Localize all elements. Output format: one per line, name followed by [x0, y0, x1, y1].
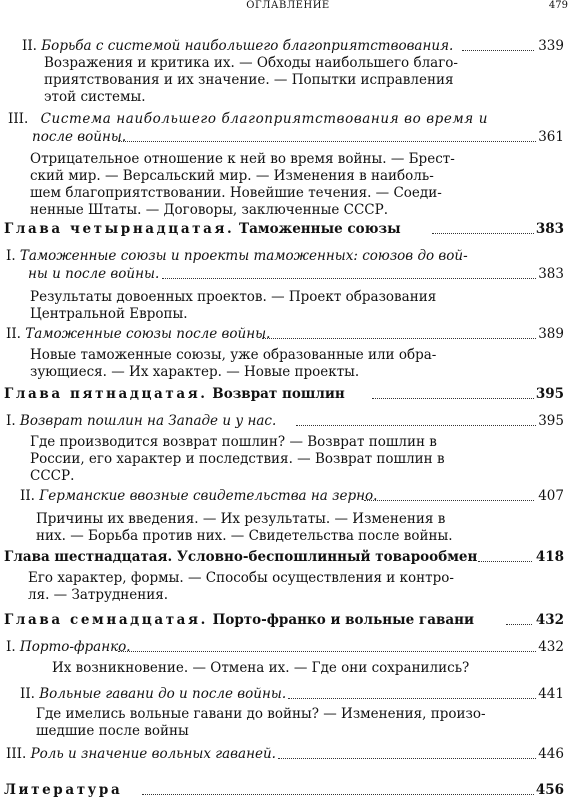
section-number: II. [20, 488, 35, 504]
chapter-description [28, 570, 508, 604]
desc-line: ненные Штаты. — Договоры, заключенные СССР. [30, 202, 388, 218]
desc-line: Новые таможенные союзы, уже образованные или обра- [30, 347, 437, 363]
page-ref: 389 [538, 326, 564, 342]
toc-entry-ch14-section-2[interactable] [6, 325, 570, 343]
page-ref: 407 [538, 488, 564, 504]
chapter-title: Порто-франко и вольные гавани [207, 612, 474, 628]
section-number: II. [6, 326, 21, 342]
section-title: Таможенные союзы после войны. [25, 326, 271, 342]
leader-dots [118, 651, 538, 652]
section-number: I. [6, 413, 16, 429]
page-ref: 339 [538, 38, 564, 54]
section-number: III. [6, 746, 27, 762]
section-title: Роль и значение вольных гаваней. [30, 746, 276, 762]
toc-chapter-17[interactable] [4, 611, 570, 629]
desc-line: Где производится возврат пошлин? — Возврат пошлин в [30, 434, 437, 450]
section-title-line-1: Таможенные союзы и проекты таможенных: союзов до вой- [19, 248, 468, 264]
chapter-title: Таможенные союзы [234, 221, 401, 237]
section-description [30, 434, 510, 485]
desc-line: шем благоприятствовании. Новейшие течения. — Соеди- [30, 185, 442, 201]
desc-line: Возражения и критика их. — Обходы наибольшего благо- [44, 55, 458, 71]
section-title-line-1: Система наибольшего благоприятствования во время и [40, 111, 489, 127]
toc-entry-ch15-section-1[interactable] [6, 412, 570, 430]
running-header [0, 0, 576, 14]
desc-line: Центральной Европы. [30, 306, 188, 322]
chapter-title: Глава шестнадцатая. Условно-беспошлинный товарообмен [4, 549, 478, 565]
section-number: III. [8, 111, 29, 127]
leader-dots [506, 624, 532, 625]
leader-dots [432, 233, 538, 234]
toc-entry-section-3[interactable] [8, 110, 570, 146]
desc-line: Где имелись вольные гавани до войны? — Изменения, произо- [36, 706, 486, 722]
section-title: Вольные гавани до и после войны. [39, 686, 287, 702]
desc-line: этой системы. [44, 89, 146, 105]
toc-entry-ch17-section-3[interactable] [6, 745, 570, 763]
page-ref: 383 [538, 266, 564, 282]
chapter-title: Возврат пошлин [207, 386, 345, 402]
leader-dots [364, 500, 534, 501]
page-ref: 456 [535, 782, 564, 798]
toc-entry-ch17-section-2[interactable] [20, 685, 570, 703]
desc-line: Причины их введения. — Их результаты. — Изменения в [36, 511, 446, 527]
leader-dots [118, 141, 538, 142]
page-ref: 395 [535, 386, 564, 402]
toc-entry-section-2[interactable] [22, 37, 570, 55]
page-ref: 441 [538, 686, 564, 702]
desc-line: приятствования и их значение. — Попытки исправления [44, 72, 454, 88]
page-ref: 446 [538, 746, 564, 762]
section-description [52, 660, 532, 677]
leader-dots [262, 338, 538, 339]
page-ref: 418 [535, 549, 564, 565]
running-title: ОГЛАВЛЕНИЕ [246, 0, 330, 11]
literature-label: Литература [4, 782, 123, 798]
section-title-line-2: после войны. [32, 129, 127, 145]
section-title: Борьба с системой наибольшего благоприятствования. [41, 38, 454, 54]
page-ref: 395 [538, 413, 564, 429]
chapter-label: Глава четырнадцатая. [4, 221, 235, 237]
section-title: Германские ввозные свидетельства на зерно. [39, 488, 378, 504]
desc-line: зующиеся. — Их характер. — Новые проекты. [30, 364, 360, 380]
section-description [30, 151, 510, 219]
desc-line: Результаты довоенных проектов. — Проект образования [30, 289, 437, 305]
section-title: Возврат пошлин на Западе и у нас. [19, 413, 277, 429]
leader-dots [296, 425, 538, 426]
chapter-label: Глава семнадцатая. [4, 612, 208, 628]
section-number: I. [6, 248, 16, 264]
desc-line: шедшие после войны [36, 723, 189, 739]
section-description [30, 289, 510, 323]
page-ref: 361 [538, 129, 564, 145]
section-title: Порто-франко. [19, 639, 131, 655]
leader-dots [462, 50, 534, 51]
section-description [44, 55, 504, 106]
page-ref: 432 [538, 639, 564, 655]
toc-chapter-15[interactable] [4, 385, 570, 403]
leader-dots [278, 758, 538, 759]
page-ref: 383 [535, 221, 564, 237]
section-description [36, 511, 516, 545]
page-ref: 432 [535, 612, 564, 628]
toc-literature[interactable] [4, 781, 570, 799]
section-number: I. [6, 639, 16, 655]
leader-dots [162, 278, 538, 279]
desc-line: Их возникновение. — Отмена их. — Где они сохранились? [52, 660, 470, 676]
toc-entry-ch15-section-2[interactable] [20, 487, 570, 505]
desc-line: Его характер, формы. — Способы осуществления и контро- [28, 570, 454, 586]
desc-line: России, его характер и последствия. — Возврат пошлин в [30, 451, 445, 467]
desc-line: Отрицательное отношение к ней во время войны. — Брест- [30, 151, 455, 167]
toc-chapter-16[interactable] [4, 548, 570, 566]
section-number: II. [20, 686, 35, 702]
leader-dots [142, 794, 538, 795]
desc-line: ский мир. — Версальский мир. — Изменения в наиболь- [30, 168, 434, 184]
leader-dots [288, 698, 536, 699]
toc-chapter-14[interactable] [4, 220, 570, 238]
page-number: 479 [548, 0, 568, 11]
chapter-label: Глава пятнадцатая. [4, 386, 208, 402]
toc-entry-ch14-section-1[interactable] [6, 247, 570, 283]
toc-entry-ch17-section-1[interactable] [6, 638, 570, 656]
desc-line: них. — Борьба против них. — Свидетельства после войны. [36, 528, 453, 544]
section-description [30, 347, 510, 381]
leader-dots [372, 398, 538, 399]
desc-line: ля. — Затруднения. [28, 587, 169, 603]
leader-dots [478, 561, 532, 562]
section-number: II. [22, 38, 37, 54]
desc-line: СССР. [30, 468, 75, 484]
section-description [36, 706, 526, 740]
section-title-line-2: ны и после войны. [28, 266, 160, 282]
